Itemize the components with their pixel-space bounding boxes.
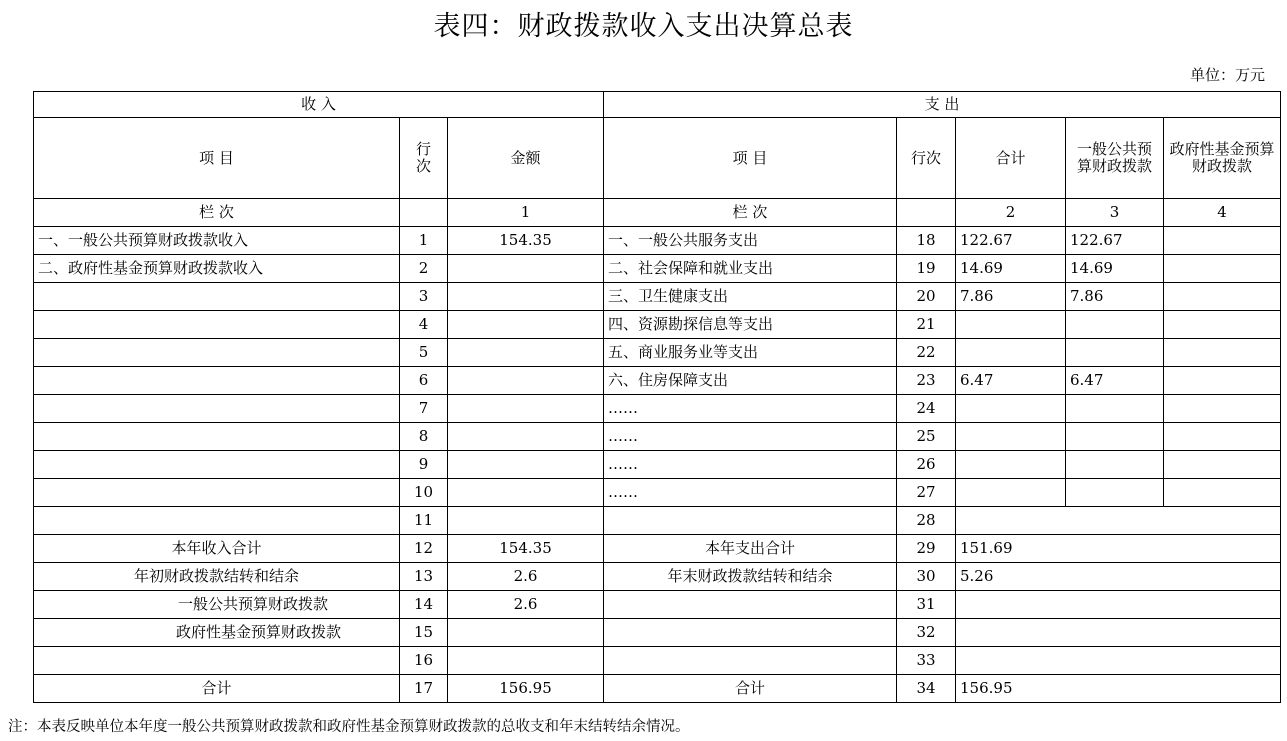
expense-fund-cell: [1164, 479, 1281, 507]
income-item-cell: [34, 451, 400, 479]
expense-row-no-cell: 23: [897, 367, 956, 395]
summary-row: [34, 591, 1281, 619]
income-amount-cell: [448, 367, 604, 395]
unit-label: 单位：万元: [1189, 66, 1265, 84]
expense-total-cell: 7.86: [956, 283, 1066, 311]
table-title: 表四：财政拨款收入支出决算总表: [433, 11, 854, 42]
income-row-no-cell: 4: [400, 311, 448, 339]
expense-item-cell: [604, 647, 897, 675]
expense-general-cell: [1066, 395, 1164, 423]
expense-general-cell: [1066, 451, 1164, 479]
expense-fund-cell: [1164, 311, 1281, 339]
table-row: [34, 395, 1281, 423]
expense-general-cell: 6.47: [1066, 367, 1164, 395]
expense-row-no-cell: 32: [897, 619, 956, 647]
income-amount-cell: [448, 255, 604, 283]
expense-value-cell: 156.95: [956, 675, 1281, 703]
income-row-no-cell: 1: [400, 227, 448, 255]
expense-column-label: 栏 次: [604, 199, 897, 227]
section-header-row: [34, 92, 1281, 118]
income-row-no-cell: 12: [400, 535, 448, 563]
column-number-2: 2: [956, 199, 1066, 227]
table-row: [34, 283, 1281, 311]
income-row-no-cell: 3: [400, 283, 448, 311]
footnote: 注：本表反映单位本年度一般公共预算财政拨款和政府性基金预算财政拨款的总收支和年末结转结余情况。: [8, 719, 690, 735]
expense-general-cell: 122.67: [1066, 227, 1164, 255]
empty-cell: [400, 199, 448, 227]
expense-value-cell: 151.69: [956, 535, 1281, 563]
expense-total-cell: [956, 311, 1066, 339]
income-row-no-header: 行 次: [400, 118, 448, 199]
summary-row: [34, 535, 1281, 563]
expense-total-cell: 14.69: [956, 255, 1066, 283]
table-row: [34, 423, 1281, 451]
expense-row-no-cell: 19: [897, 255, 956, 283]
expense-value-cell: [956, 619, 1281, 647]
income-item-cell: [34, 311, 400, 339]
column-number-4: 4: [1164, 199, 1281, 227]
income-item-header: 项 目: [34, 118, 400, 199]
expense-total-cell: [956, 339, 1066, 367]
income-amount-cell: 154.35: [448, 227, 604, 255]
income-item-cell: 一、一般公共预算财政拨款收入: [34, 227, 400, 255]
column-header-row: [34, 118, 1281, 199]
expense-total-cell: [956, 479, 1066, 507]
expense-item-cell: ……: [604, 479, 897, 507]
income-item-cell: [34, 283, 400, 311]
column-number-3: 3: [1066, 199, 1164, 227]
expense-fund-cell: [1164, 367, 1281, 395]
income-amount-cell: [448, 395, 604, 423]
income-item-cell: 合计: [34, 675, 400, 703]
income-row-no-cell: 2: [400, 255, 448, 283]
income-row-no-cell: 10: [400, 479, 448, 507]
income-amount-cell: [448, 647, 604, 675]
income-amount-cell: [448, 451, 604, 479]
budget-table: [33, 91, 1281, 703]
table-row: [34, 367, 1281, 395]
table-row: [34, 255, 1281, 283]
expense-row-no-cell: 20: [897, 283, 956, 311]
expense-fund-cell: [1164, 395, 1281, 423]
income-row-no-cell: 13: [400, 563, 448, 591]
expense-value-cell: [956, 591, 1281, 619]
expense-item-cell: ……: [604, 395, 897, 423]
income-amount-cell: 154.35: [448, 535, 604, 563]
expense-row-no-cell: 25: [897, 423, 956, 451]
expense-row-no-cell: 26: [897, 451, 956, 479]
income-amount-cell: [448, 479, 604, 507]
expense-item-cell: 年末财政拨款结转和结余: [604, 563, 897, 591]
expense-item-cell: 三、卫生健康支出: [604, 283, 897, 311]
expense-item-cell: 四、资源勘探信息等支出: [604, 311, 897, 339]
income-amount-cell: [448, 619, 604, 647]
expense-item-cell: 六、住房保障支出: [604, 367, 897, 395]
income-header: 收 入: [34, 92, 604, 118]
summary-row: [34, 563, 1281, 591]
table-row: [34, 339, 1281, 367]
expense-fund-cell: [1164, 283, 1281, 311]
expense-item-cell: [604, 507, 897, 535]
expense-item-cell: ……: [604, 423, 897, 451]
expense-item-cell: 五、商业服务业等支出: [604, 339, 897, 367]
income-row-no-cell: 11: [400, 507, 448, 535]
expense-row-no-cell: 21: [897, 311, 956, 339]
income-item-cell: [34, 367, 400, 395]
expense-total-cell: [956, 423, 1066, 451]
expense-header: 支 出: [604, 92, 1281, 118]
income-item-cell: [34, 423, 400, 451]
expense-total-cell: [956, 451, 1066, 479]
expense-item-cell: 二、社会保障和就业支出: [604, 255, 897, 283]
income-row-no-cell: 5: [400, 339, 448, 367]
income-row-no-cell: 8: [400, 423, 448, 451]
expense-item-cell: 合计: [604, 675, 897, 703]
expense-value-cell: [956, 507, 1281, 535]
expense-row-no-cell: 28: [897, 507, 956, 535]
table-row: [34, 311, 1281, 339]
income-amount-cell: 2.6: [448, 563, 604, 591]
income-item-cell: [34, 395, 400, 423]
income-row-no-cell: 6: [400, 367, 448, 395]
expense-total-cell: 122.67: [956, 227, 1066, 255]
expense-fund-cell: [1164, 451, 1281, 479]
income-amount-cell: 2.6: [448, 591, 604, 619]
income-amount-cell: [448, 311, 604, 339]
expense-item-cell: 本年支出合计: [604, 535, 897, 563]
expense-fund-cell: [1164, 255, 1281, 283]
income-item-cell: 年初财政拨款结转和结余: [34, 563, 400, 591]
expense-item-header: 项 目: [604, 118, 897, 199]
expense-general-cell: [1066, 339, 1164, 367]
income-row-no-cell: 15: [400, 619, 448, 647]
income-item-cell: [34, 339, 400, 367]
expense-value-cell: [956, 647, 1281, 675]
income-amount-cell: 156.95: [448, 675, 604, 703]
expense-row-no-header: 行次: [897, 118, 956, 199]
income-row-no-cell: 14: [400, 591, 448, 619]
expense-general-cell: 14.69: [1066, 255, 1164, 283]
income-row-no-cell: 17: [400, 675, 448, 703]
expense-fund-cell: [1164, 423, 1281, 451]
column-number-1: 1: [448, 199, 604, 227]
summary-row: [34, 507, 1281, 535]
expense-fund-cell: [1164, 339, 1281, 367]
expense-row-no-cell: 18: [897, 227, 956, 255]
expense-fund-cell: [1164, 227, 1281, 255]
expense-item-cell: 一、一般公共服务支出: [604, 227, 897, 255]
expense-total-cell: [956, 395, 1066, 423]
expense-row-no-cell: 24: [897, 395, 956, 423]
expense-row-no-cell: 29: [897, 535, 956, 563]
total-header: 合计: [956, 118, 1066, 199]
expense-item-cell: [604, 619, 897, 647]
income-item-cell: [34, 647, 400, 675]
income-column-label: 栏 次: [34, 199, 400, 227]
income-item-cell: [34, 479, 400, 507]
income-item-cell: 一般公共预算财政拨款: [34, 591, 400, 619]
table-row: [34, 227, 1281, 255]
general-budget-header: 一般公共预算财政拨款: [1066, 118, 1164, 199]
expense-general-cell: [1066, 423, 1164, 451]
income-item-cell: 政府性基金预算财政拨款: [34, 619, 400, 647]
expense-row-no-cell: 22: [897, 339, 956, 367]
income-row-no-cell: 16: [400, 647, 448, 675]
income-item-cell: 本年收入合计: [34, 535, 400, 563]
expense-row-no-cell: 27: [897, 479, 956, 507]
income-item-cell: 二、政府性基金预算财政拨款收入: [34, 255, 400, 283]
expense-item-cell: ……: [604, 451, 897, 479]
income-item-cell: [34, 507, 400, 535]
expense-item-cell: [604, 591, 897, 619]
income-amount-cell: [448, 423, 604, 451]
column-number-row: [34, 199, 1281, 227]
empty-cell: [897, 199, 956, 227]
income-amount-cell: [448, 339, 604, 367]
income-row-no-cell: 7: [400, 395, 448, 423]
summary-row: [34, 647, 1281, 675]
expense-row-no-cell: 33: [897, 647, 956, 675]
income-amount-cell: [448, 507, 604, 535]
fund-budget-header: 政府性基金预算财政拨款: [1164, 118, 1281, 199]
expense-row-no-cell: 31: [897, 591, 956, 619]
expense-value-cell: 5.26: [956, 563, 1281, 591]
expense-total-cell: 6.47: [956, 367, 1066, 395]
income-amount-cell: [448, 283, 604, 311]
expense-row-no-cell: 30: [897, 563, 956, 591]
income-row-no-cell: 9: [400, 451, 448, 479]
expense-row-no-cell: 34: [897, 675, 956, 703]
amount-header: 金额: [448, 118, 604, 199]
summary-row: [34, 619, 1281, 647]
expense-general-cell: [1066, 479, 1164, 507]
table-row: [34, 451, 1281, 479]
summary-row: [34, 675, 1281, 703]
table-row: [34, 479, 1281, 507]
expense-general-cell: 7.86: [1066, 283, 1164, 311]
expense-general-cell: [1066, 311, 1164, 339]
